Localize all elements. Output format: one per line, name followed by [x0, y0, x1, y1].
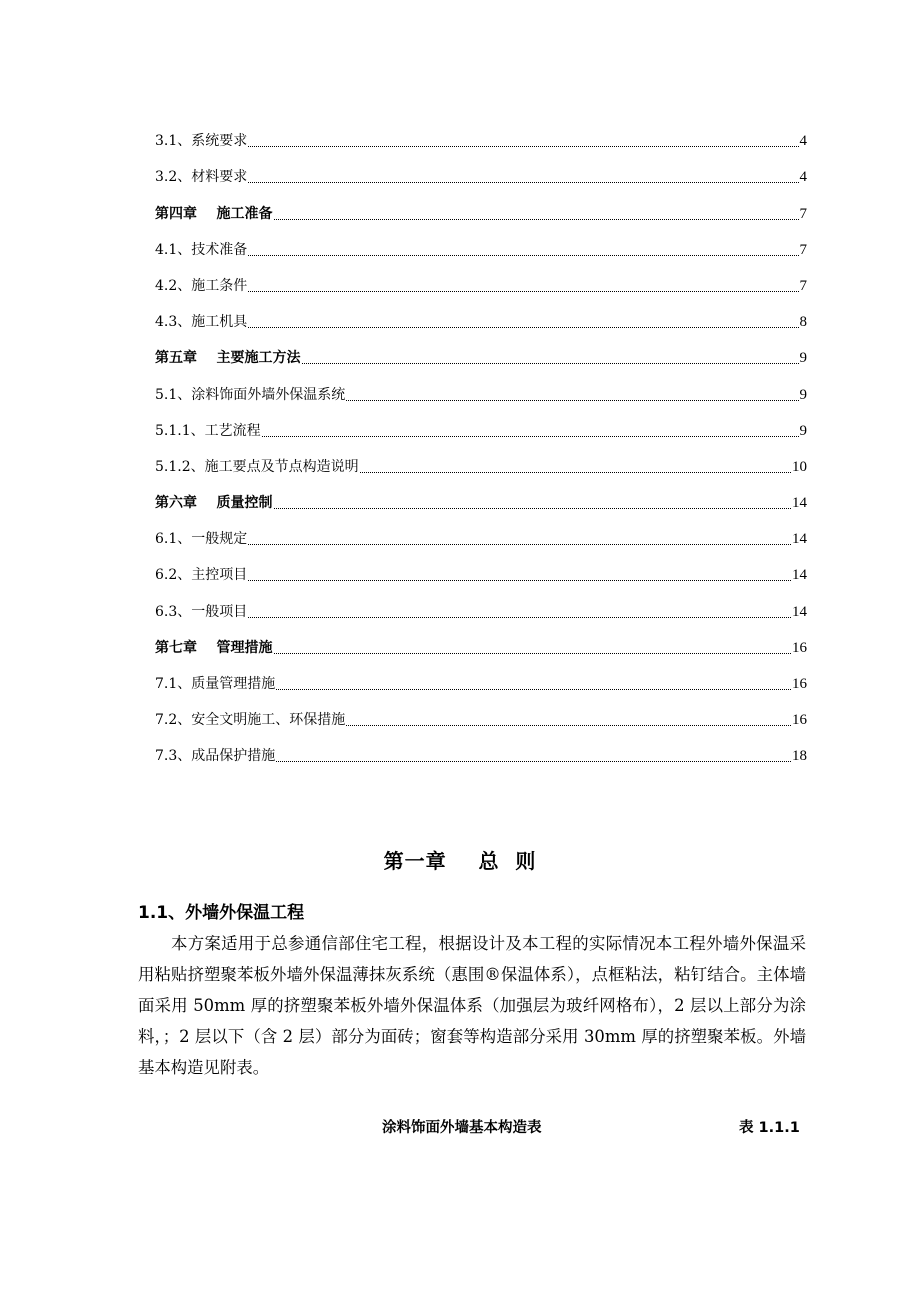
toc-entry-page-number: 4	[799, 133, 807, 150]
toc-dot-leader	[360, 471, 791, 473]
toc-chapter-entry[interactable]	[155, 333, 807, 369]
toc-dot-leader	[276, 760, 791, 762]
toc-entry-title: 7.3、成品保护措施	[155, 748, 276, 765]
toc-dot-leader	[248, 254, 798, 256]
toc-chapter-entry[interactable]	[155, 478, 807, 514]
toc-entry-page-number: 7	[799, 241, 807, 258]
toc-entry[interactable]	[155, 116, 807, 152]
toc-entry-title: 6.1、一般规定	[155, 531, 248, 548]
toc-entry-title: 5.1、涂料饰面外墙外保温系统	[155, 386, 346, 403]
toc-entry-title: 6.2、主控项目	[155, 567, 248, 584]
toc-entry[interactable]	[155, 731, 807, 767]
toc-entry[interactable]	[155, 406, 807, 442]
toc-chapter-entry[interactable]	[155, 623, 807, 659]
toc-dot-leader	[248, 616, 791, 618]
toc-dot-leader	[274, 218, 799, 220]
toc-entry-page-number: 14	[792, 495, 807, 512]
toc-dot-leader	[302, 362, 799, 364]
toc-entry-page-number: 7	[799, 205, 807, 222]
table-number: 表 1.1.1	[739, 1120, 800, 1136]
toc-entry-title: 6.3、一般项目	[155, 603, 248, 620]
toc-entry[interactable]	[155, 261, 807, 297]
toc-entry[interactable]	[155, 225, 807, 261]
toc-entry[interactable]	[155, 297, 807, 333]
body-paragraph: 本方案适用于总参通信部住宅工程，根据设计及本工程的实际情况本工程外墙外保温采用粘贴挤塑聚苯板外墙外保温薄抹灰系统（惠围®保温体系），点框粘法，粘钉结合。主体墙面采用 50mm 厚的挤塑聚苯板外墙外保温体系（加强层为玻纤网格布），2 层以上部分为涂料，；2 层以下（含 2 层）部分为面砖；窗套等构造部分采用 30mm 厚的挤塑聚苯板。外墙基本构造见附表。	[138, 934, 806, 1077]
toc-entry-page-number: 8	[799, 314, 807, 331]
toc-entry-page-number: 9	[799, 350, 807, 367]
toc-dot-leader	[248, 579, 791, 581]
toc-dot-leader	[346, 724, 791, 726]
toc-entry-title: 3.1、系统要求	[155, 133, 248, 150]
toc-entry-title: 7.2、安全文明施工、环保措施	[155, 712, 346, 729]
toc-entry-page-number: 9	[799, 422, 807, 439]
toc-entry-page-number: 7	[799, 277, 807, 294]
toc-dot-leader	[248, 543, 791, 545]
toc-entry-title: 5.1.1、工艺流程	[155, 422, 261, 439]
section-heading: 1.1、外墙外保温工程	[138, 903, 305, 923]
toc-entry[interactable]	[155, 659, 807, 695]
toc-entry-title: 第五章 主要施工方法	[155, 350, 301, 367]
table-of-contents	[155, 116, 807, 767]
toc-entry-title: 4.2、施工条件	[155, 277, 248, 294]
toc-entry-title: 第六章 质量控制	[155, 495, 273, 512]
toc-entry[interactable]	[155, 586, 807, 622]
toc-dot-leader	[276, 688, 791, 690]
toc-entry-title: 7.1、质量管理措施	[155, 676, 276, 692]
toc-dot-leader	[274, 652, 792, 654]
toc-dot-leader	[248, 145, 798, 147]
toc-entry-title: 4.3、施工机具	[155, 314, 248, 331]
toc-entry-page-number: 14	[792, 567, 807, 584]
toc-entry-page-number: 18	[792, 748, 807, 765]
toc-entry-page-number: 9	[799, 386, 807, 403]
toc-entry-page-number: 16	[792, 712, 807, 729]
toc-entry[interactable]	[155, 369, 807, 405]
toc-entry[interactable]	[155, 695, 807, 731]
toc-entry-page-number: 4	[799, 169, 807, 186]
toc-dot-leader	[248, 290, 798, 292]
toc-entry-page-number: 16	[792, 639, 807, 656]
toc-entry-title: 第七章 管理措施	[155, 639, 273, 656]
table-caption: 涂料饰面外墙基本构造表	[382, 1120, 542, 1136]
toc-entry-title: 3.2、材料要求	[155, 169, 248, 186]
toc-entry-title: 4.1、技术准备	[155, 241, 248, 258]
toc-entry-page-number: 14	[792, 603, 807, 620]
toc-dot-leader	[262, 435, 799, 437]
toc-chapter-entry[interactable]	[155, 188, 807, 224]
toc-entry-title: 第四章 施工准备	[155, 205, 273, 222]
toc-entry-page-number: 10	[792, 458, 807, 475]
toc-entry[interactable]	[155, 514, 807, 550]
chapter-heading: 第一章 总 则	[383, 849, 537, 873]
toc-entry-title: 5.1.2、施工要点及节点构造说明	[155, 458, 359, 475]
toc-entry-page-number: 14	[792, 531, 807, 548]
toc-dot-leader	[274, 507, 792, 509]
toc-dot-leader	[346, 399, 798, 401]
toc-dot-leader	[248, 326, 798, 328]
toc-entry[interactable]	[155, 152, 807, 188]
toc-entry[interactable]	[155, 442, 807, 478]
toc-entry[interactable]	[155, 550, 807, 586]
toc-dot-leader	[248, 181, 798, 183]
toc-entry-page-number: 16	[792, 676, 807, 692]
